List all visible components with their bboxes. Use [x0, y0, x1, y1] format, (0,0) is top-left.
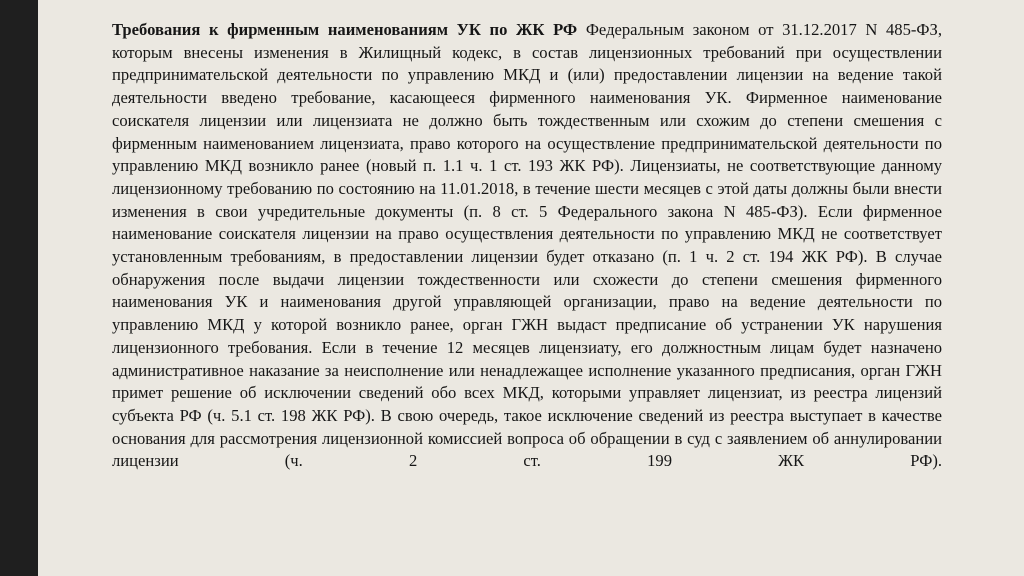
slide-body-text: Федеральным законом от 31.12.2017 N 485-ФЗ, которым внесены изменения в Жилищный кодекс, в состав лицензионных требований при осуществлении предпринимательской деятельности по управлению МКД и (или) предоставлении лицензии на ведение такой деятельности введено требование, касающееся фирменного наименования УК. Фирменное наименование соискателя лицензии или лицензиата не должно быть тождественным или схожим до степени смешения с фирменным наименованием лицензиата, право которого на осуществление предпринимательской деятельности по управлению МКД возникло ранее (новый п. 1.1 ч. 1 ст. 193 ЖК РФ). Лицензиаты, не соответствующие данному лицензионному требованию по состоянию на 11.01.2018, в течение шести месяцев с этой даты должны были внести изменения в свои учредительные документы (п. 8 ст. 5 Федерального закона N 485-ФЗ). Если фирменное наименование соискателя лицензии на право осуществления деятельности по управлению МКД не соответствует установленным требованиям, в предоставлении лицензии будет отказано (п. 1 ч. 2 ст. 194 ЖК РФ). В случае обнаружения после выдачи лицензии тождественности или схожести до степени смешения фирменного наименования УК и наименования другой управляющей организации, право на ведение деятельности по управлению МКД у которой возникло ранее, орган ГЖН выдаст предписание об устранении УК нарушения лицензионного требования. Если в течение 12 месяцев лицензиату, его должностным лицам будет назначено административное наказание за неисполнение или ненадлежащее исполнение указанного предписания, орган ГЖН примет решение об исключении сведений обо всех МКД, которыми управляет лицензиат, из реестра лицензий субъекта РФ (ч. 5.1 ст. 198 ЖК РФ). В свою очередь, такое исключение сведений из реестра выступает в качестве основания для рассмотрения лицензионной комиссией вопроса об обращении в суд с заявлением об аннулировании лицензии (ч. 2 ст. 199 ЖК РФ). [112, 20, 942, 471]
slide-text [112, 19, 942, 473]
slide-heading: Требования к фирменным наименованиям УК по ЖК РФ [112, 20, 578, 39]
left-accent-bar [0, 0, 38, 576]
